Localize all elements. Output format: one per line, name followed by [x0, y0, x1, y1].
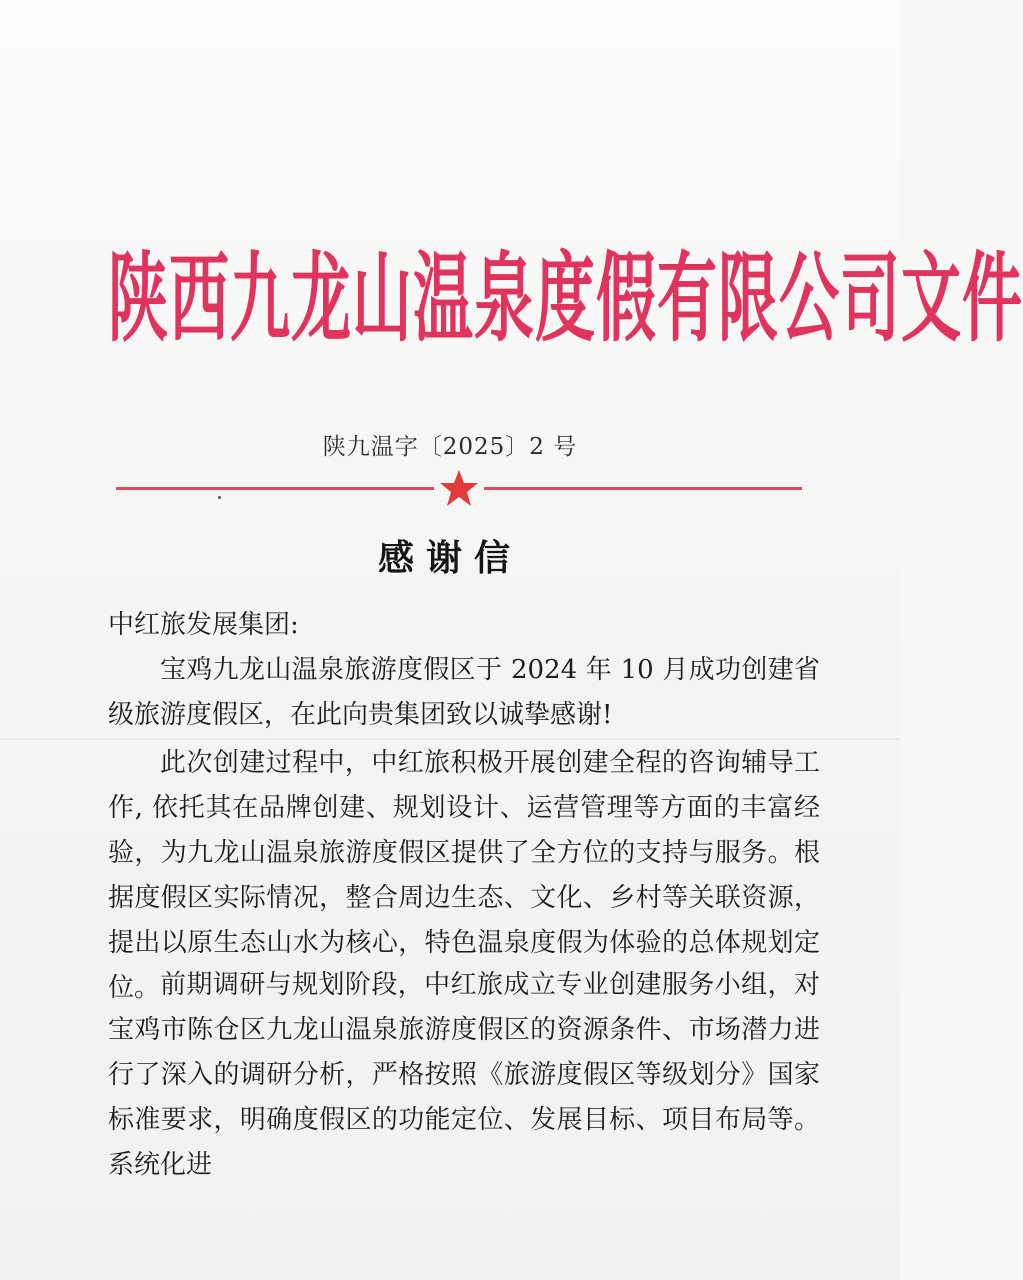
letter-salutation: 中红旅发展集团:: [108, 610, 299, 640]
red-star-icon: [437, 468, 481, 508]
red-rule-right: [484, 487, 802, 490]
ink-speck: [218, 496, 221, 499]
letter-title: 感谢信: [377, 537, 522, 579]
paper-fold-line: [0, 738, 900, 740]
red-rule-left: [116, 487, 434, 490]
letter-paragraph: 此次创建过程中，中红旅积极开展创建全程的咨询辅导工作, 依托其在品牌创建、规划设计、运营管理等方面的丰富经验，为九龙山温泉旅游度假区提供了全方位的支持与服务。根据度假区实际情况，整合周边生态、文化、乡村等关联资源，提出以原生态山水为核心，特色温泉度假为体验的总体规划定位。: [108, 748, 820, 1003]
letter-paragraph: 宝鸡九龙山温泉旅游度假区于 2024 年 10 月成功创建省级旅游度假区，在此向贵集团致以诚挚感谢!: [108, 655, 820, 730]
company-file-title: 陕西九龙山温泉度假有限公司文件: [108, 243, 1023, 357]
letter-paragraph: 前期调研与规划阶段，中红旅成立专业创建服务小组，对宝鸡市陈仓区九龙山温泉旅游度假区的资源条件、市场潜力进行了深入的调研分析，严格按照《旅游度假区等级划分》国家标准要求，明确度假区的功能定位、发展目标、项目布局等。系统化进: [108, 970, 820, 1180]
document-number: 陕九温字〔2025〕2 号: [322, 434, 578, 460]
